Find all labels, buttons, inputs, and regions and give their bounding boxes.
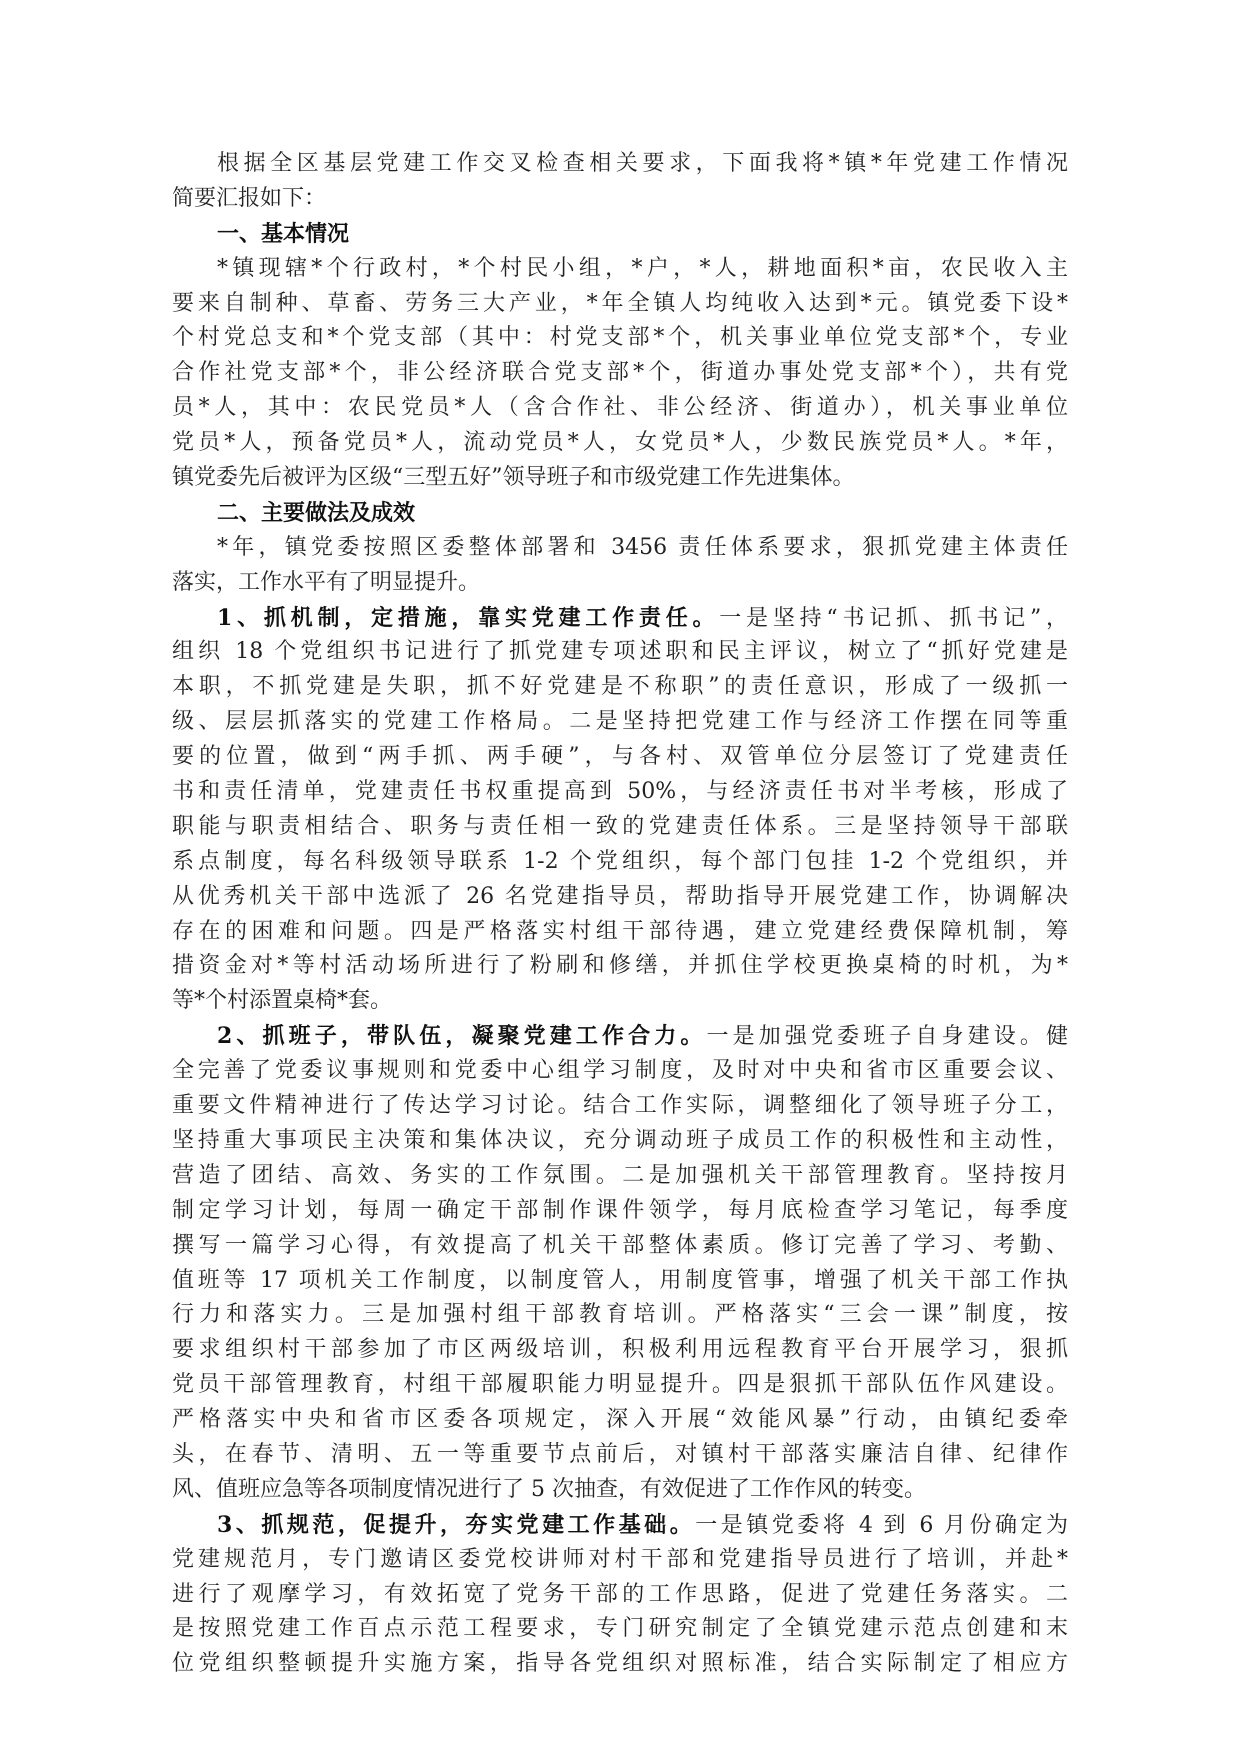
- line-text: 党员*人，预备党员*人，流动党员*人，女党员*人，少数民族党员*人。*年，: [172, 430, 1068, 456]
- line-text: 等*个村添置桌椅*套。: [172, 988, 393, 1014]
- text-line: [172, 496, 1068, 531]
- text-line: [172, 1019, 1068, 1054]
- text-line: [172, 670, 1068, 705]
- line-text: 从优秀机关干部中选派了 26 名党建指导员，帮助指导开展党建工作，协调解决: [172, 883, 1068, 909]
- line-text: 员*人，其中：农民党员*人（含合作社、非公经济、街道办），机关事业单位: [172, 395, 1068, 421]
- line-text: 行力和落实力。三是加强村组干部教育培训。严格落实“三会一课”制度，按: [172, 1302, 1068, 1328]
- paragraph-lead: 1、抓机制，定措施，靠实党建工作责任。: [217, 604, 720, 631]
- line-text: 系点制度，每名科级领导联系 1-2 个党组织，每个部门包挂 1-2 个党组织，并: [172, 848, 1068, 874]
- text-line: [172, 217, 1068, 252]
- line-text: *镇现辖*个行政村，*个村民小组，*户，*人，耕地面积*亩，农民收入主: [217, 255, 1068, 281]
- text-line: [172, 1403, 1068, 1438]
- text-line: [172, 531, 1068, 566]
- text-line: [172, 601, 1068, 636]
- text-line: [172, 1438, 1068, 1473]
- paragraph-lead: 2、抓班子，带队伍，凝聚党建工作合力。: [217, 1023, 707, 1050]
- line-text: 简要汇报如下：: [172, 185, 327, 211]
- text-line: [172, 740, 1068, 775]
- heading-text: 一、基本情况: [217, 220, 350, 247]
- paragraph: [172, 147, 1068, 217]
- line-text: 进行了观摩学习，有效拓宽了党务干部的工作思路，促进了党建任务落实。二: [172, 1581, 1068, 1607]
- text-line: [172, 1159, 1068, 1194]
- text-line: [172, 1578, 1068, 1613]
- text-line: [172, 252, 1068, 287]
- line-text: 根据全区基层党建工作交叉检查相关要求，下面我将*镇*年党建工作情况: [217, 151, 1068, 176]
- text-line: [172, 705, 1068, 740]
- text-line: [172, 1612, 1068, 1647]
- line-text: 合作社党支部*个，非公经济联合党支部*个，街道办事处党支部*个），共有党: [172, 360, 1068, 386]
- line-text: 头，在春节、清明、五一等重要节点前后，对镇村干部落实廉洁自律、纪律作: [172, 1441, 1068, 1467]
- line-text: 严格落实中央和省市区委各项规定，深入开展“效能风暴”行动，由镇纪委牵: [172, 1407, 1068, 1433]
- line-text: 措资金对*等村活动场所进行了粉刷和修缮，并抓住学校更换桌椅的时机，为*: [172, 953, 1068, 979]
- line-text: 组织 18 个党组织书记进行了抓党建专项述职和民主评议，树立了“抓好党建是: [172, 639, 1068, 665]
- text-line: [172, 1124, 1068, 1159]
- text-line: [172, 1647, 1068, 1682]
- text-line: [172, 1333, 1068, 1368]
- text-line: [172, 566, 1068, 601]
- line-text: 坚持重大事项民主决策和集体决议，充分调动班子成员工作的积极性和主动性，: [172, 1127, 1068, 1153]
- paragraph: [172, 1019, 1068, 1507]
- line-text: 全完善了党委议事规则和党委中心组学习制度，及时对中央和省市区重要会议、: [172, 1058, 1068, 1084]
- line-text: 制定学习计划，每周一确定干部制作课件领学，每月底检查学习笔记，每季度: [172, 1197, 1068, 1223]
- paragraph: [172, 531, 1068, 601]
- text-line: [172, 880, 1068, 915]
- line-text: 位党组织整顿提升实施方案，指导各党组织对照标准，结合实际制定了相应方: [172, 1651, 1068, 1677]
- text-line: [172, 1543, 1068, 1578]
- line-text: 本职，不抓党建是失职，抓不好党建是不称职”的责任意识，形成了一级抓一: [172, 674, 1068, 700]
- text-line: [172, 1089, 1068, 1124]
- line-text: 撰写一篇学习心得，有效提高了机关干部整体素质。修订完善了学习、考勤、: [172, 1232, 1068, 1258]
- text-line: [172, 984, 1068, 1019]
- text-line: [172, 1229, 1068, 1264]
- heading-text: 二、主要做法及成效: [217, 499, 416, 526]
- line-text: 一是坚持“书记抓、抓书记”，: [719, 605, 1068, 631]
- text-line: [172, 1368, 1068, 1403]
- text-line: [172, 321, 1068, 356]
- text-line: [172, 426, 1068, 461]
- line-text: 营造了团结、高效、务实的工作氛围。二是加强机关干部管理教育。坚持按月: [172, 1162, 1068, 1188]
- line-text: 存在的困难和问题。四是严格落实村组干部待遇，建立党建经费保障机制，筹: [172, 918, 1068, 944]
- line-text: 级、层层抓落实的党建工作格局。二是坚持把党建工作与经济工作摆在同等重: [172, 709, 1068, 735]
- text-line: [172, 391, 1068, 426]
- text-line: [172, 810, 1068, 845]
- line-text: 个村党总支和*个党支部（其中：村党支部*个，机关事业单位党支部*个，专业: [172, 325, 1068, 351]
- line-text: 党员干部管理教育，村组干部履职能力明显提升。四是狠抓干部队伍作风建设。: [172, 1372, 1068, 1398]
- text-line: [172, 1194, 1068, 1229]
- line-text: 风、值班应急等各项制度情况进行了 5 次抽查，有效促进了工作作风的转变。: [172, 1476, 926, 1502]
- line-text: 党建规范月，专门邀请区委党校讲师对村干部和党建指导员进行了培训，并赴*: [172, 1546, 1068, 1572]
- text-line: [172, 287, 1068, 322]
- text-line: [172, 1054, 1068, 1089]
- document-page: [172, 147, 1068, 1682]
- paragraph: [172, 252, 1068, 496]
- text-line: [172, 1298, 1068, 1333]
- line-text: 要的位置，做到“两手抓、两手硬”，与各村、双管单位分层签订了党建责任: [172, 744, 1068, 770]
- text-line: [172, 182, 1068, 217]
- line-text: 一是加强党委班子自身建设。健: [706, 1024, 1068, 1050]
- text-line: [172, 1264, 1068, 1299]
- line-text: 值班等 17 项机关工作制度，以制度管人，用制度管事，增强了机关干部工作执: [172, 1267, 1068, 1293]
- text-line: [172, 461, 1068, 496]
- line-text: 书和责任清单，党建责任书权重提高到 50%，与经济责任书对半考核，形成了: [172, 779, 1068, 805]
- text-line: [172, 1473, 1068, 1508]
- line-text: 一是镇党委将 4 到 6 月份确定为: [695, 1512, 1069, 1538]
- text-line: [172, 915, 1068, 950]
- line-text: 落实，工作水平有了明显提升。: [172, 569, 481, 595]
- text-line: [172, 949, 1068, 984]
- text-line: [172, 147, 1068, 182]
- line-text: 重要文件精神进行了传达学习讨论。结合工作实际，调整细化了领导班子分工，: [172, 1093, 1068, 1119]
- line-text: 要来自制种、草畜、劳务三大产业，*年全镇人均纯收入达到*元。镇党委下设*: [172, 290, 1068, 316]
- section-heading: [172, 496, 1068, 531]
- text-line: [172, 635, 1068, 670]
- paragraph-lead: 3、抓规范，促提升，夯实党建工作基础。: [217, 1511, 696, 1538]
- text-line: [172, 775, 1068, 810]
- section-heading: [172, 217, 1068, 252]
- line-text: 是按照党建工作百点示范工程要求，专门研究制定了全镇党建示范点创建和末: [172, 1616, 1068, 1642]
- line-text: 镇党委先后被评为区级“三型五好”领导班子和市级党建工作先进集体。: [172, 465, 855, 491]
- paragraph: [172, 1508, 1068, 1682]
- paragraph: [172, 601, 1068, 1020]
- text-line: [172, 845, 1068, 880]
- text-line: [172, 356, 1068, 391]
- line-text: *年，镇党委按照区委整体部署和 3456 责任体系要求，狠抓党建主体责任: [217, 534, 1068, 560]
- line-text: 职能与职责相结合、职务与责任相一致的党建责任体系。三是坚持领导干部联: [172, 813, 1068, 839]
- text-line: [172, 1508, 1068, 1543]
- line-text: 要求组织村干部参加了市区两级培训，积极利用远程教育平台开展学习，狠抓: [172, 1337, 1068, 1363]
